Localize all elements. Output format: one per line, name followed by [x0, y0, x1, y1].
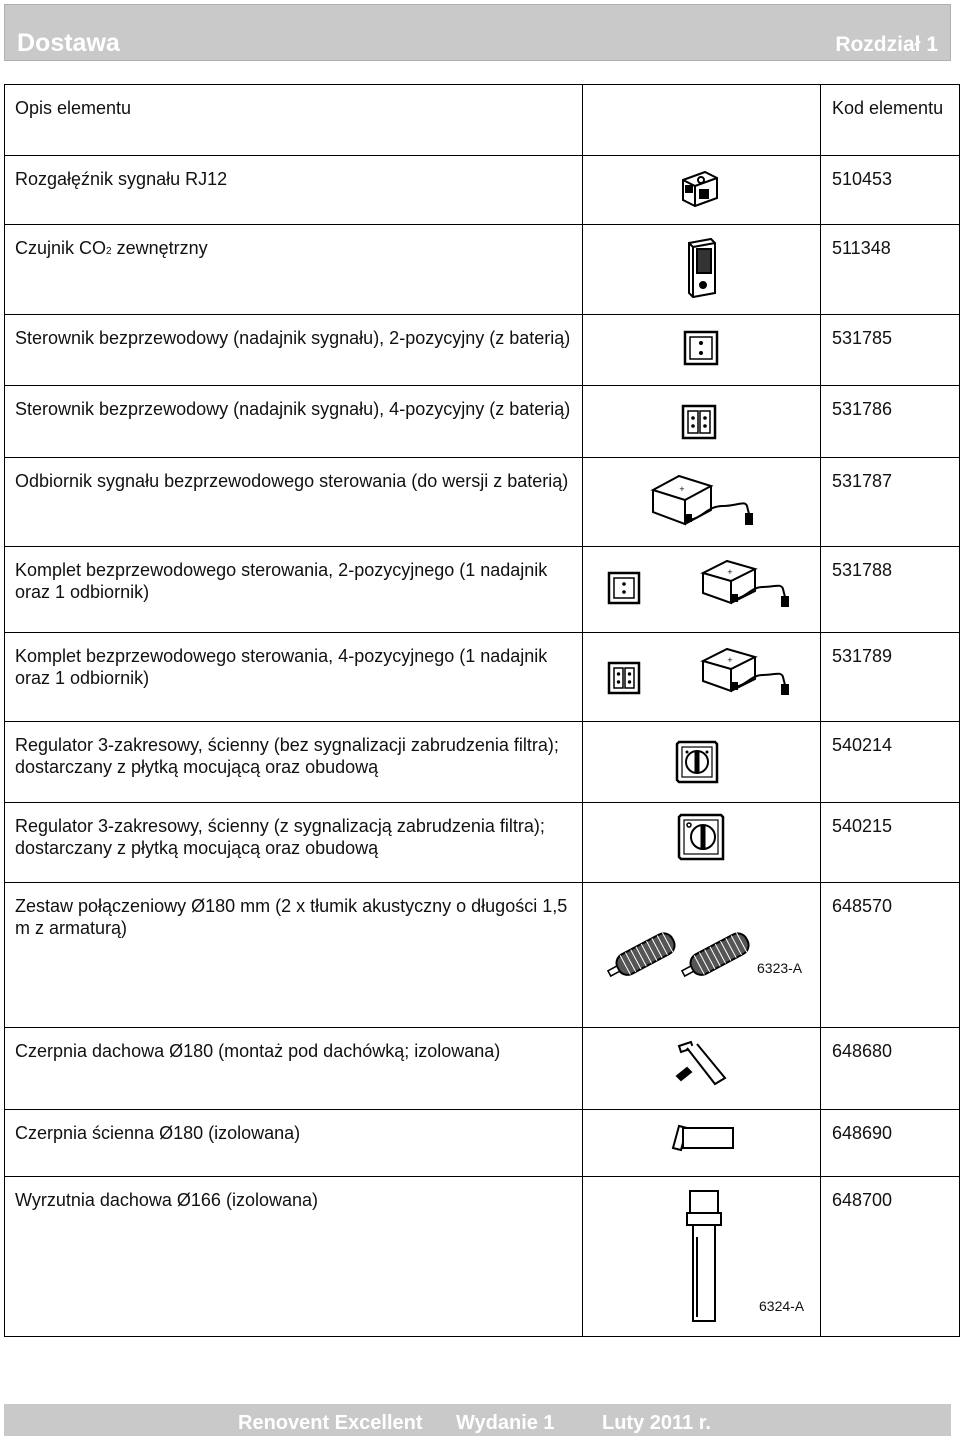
- header-bar: [4, 4, 951, 61]
- 3-speed-regulator-icon: [583, 722, 821, 803]
- row-code: 510453: [821, 156, 960, 225]
- footer-date: Luty 2011 r.: [602, 1412, 711, 1434]
- table-row: [5, 633, 960, 722]
- row-code: 648680: [821, 1028, 960, 1110]
- row-description: Komplet bezprzewodowego sterowania, 2-pozycyjnego (1 nadajnik oraz 1 odbiornik): [5, 547, 583, 633]
- row-description: Czujnik CO2 zewnętrzny: [5, 225, 583, 315]
- rj12-splitter-icon: [583, 156, 821, 225]
- section-title: Dostawa: [17, 29, 120, 57]
- 3-speed-regulator-filter-icon: [583, 803, 821, 883]
- column-header-description: Opis elementu: [5, 85, 583, 156]
- row-description: Sterownik bezprzewodowy (nadajnik sygnału), 4-pozycyjny (z baterią): [5, 386, 583, 458]
- table-row: [5, 315, 960, 386]
- footer-bar: [4, 1404, 951, 1436]
- row-description: Komplet bezprzewodowego sterowania, 4-pozycyjnego (1 nadajnik oraz 1 odbiornik): [5, 633, 583, 722]
- roof-intake-icon: [583, 1028, 821, 1110]
- row-description: Sterownik bezprzewodowy (nadajnik sygnału), 2-pozycyjny (z baterią): [5, 315, 583, 386]
- row-description: Czerpnia dachowa Ø180 (montaż pod dachówką; izolowana): [5, 1028, 583, 1110]
- row-code: 531788: [821, 547, 960, 633]
- column-header-image: [583, 85, 821, 156]
- table-row: [5, 156, 960, 225]
- row-description: Regulator 3-zakresowy, ścienny (z sygnalizacją zabrudzenia filtra); dostarczany z płytką mocującą oraz obudową: [5, 803, 583, 883]
- footer-product: Renovent Excellent: [238, 1412, 423, 1434]
- row-code: 511348: [821, 225, 960, 315]
- 2-position-switch-icon: [583, 315, 821, 386]
- table-row: [5, 386, 960, 458]
- svg-text:+: +: [679, 485, 685, 493]
- row-description: Regulator 3-zakresowy, ścienny (bez sygnalizacji zabrudzenia filtra); dostarczany z płytką mocującą oraz obudową: [5, 722, 583, 803]
- table-row: [5, 1110, 960, 1177]
- table-row: [5, 458, 960, 547]
- kit-2-position-icon: [583, 547, 821, 633]
- row-description: Wyrzutnia dachowa Ø166 (izolowana): [5, 1177, 583, 1337]
- table-row: [5, 1028, 960, 1110]
- row-description: Zestaw połączeniowy Ø180 mm (2 x tłumik akustyczny o długości 1,5 m z armaturą): [5, 883, 583, 1028]
- table-header-row: [5, 85, 960, 156]
- roof-outlet-icon: [583, 1177, 821, 1337]
- figure-label: 6323-A: [757, 960, 803, 976]
- row-code: 648690: [821, 1110, 960, 1177]
- silencer-hoses-icon: [583, 883, 821, 1028]
- row-description: Rozgałęźnik sygnału RJ12: [5, 156, 583, 225]
- row-description: Czerpnia ścienna Ø180 (izolowana): [5, 1110, 583, 1177]
- parts-table: [4, 84, 960, 1337]
- footer-edition: Wydanie 1: [456, 1412, 555, 1434]
- row-code: 531789: [821, 633, 960, 722]
- table-row: [5, 883, 960, 1028]
- table-row: [5, 547, 960, 633]
- column-header-code: Kod elementu: [821, 85, 960, 156]
- kit-4-position-icon: [583, 633, 821, 722]
- row-code: 540215: [821, 803, 960, 883]
- figure-label: 6324-A: [759, 1298, 805, 1314]
- receiver-box-icon: [583, 458, 821, 547]
- row-description: Odbiornik sygnału bezprzewodowego sterowania (do wersji z baterią): [5, 458, 583, 547]
- table-row: [5, 225, 960, 315]
- table-row: [5, 722, 960, 803]
- table-row: [5, 1177, 960, 1337]
- row-code: 648570: [821, 883, 960, 1028]
- svg-text:+: +: [727, 568, 733, 576]
- 4-position-switch-icon: [583, 386, 821, 458]
- row-code: 540214: [821, 722, 960, 803]
- table-row: [5, 803, 960, 883]
- row-code: 531786: [821, 386, 960, 458]
- chapter-label: Rozdział 1: [835, 33, 938, 56]
- row-code: 648700: [821, 1177, 960, 1337]
- wall-intake-icon: [583, 1110, 821, 1177]
- svg-text:+: +: [727, 656, 733, 664]
- co2-sensor-icon: [583, 225, 821, 315]
- row-code: 531787: [821, 458, 960, 547]
- row-code: 531785: [821, 315, 960, 386]
